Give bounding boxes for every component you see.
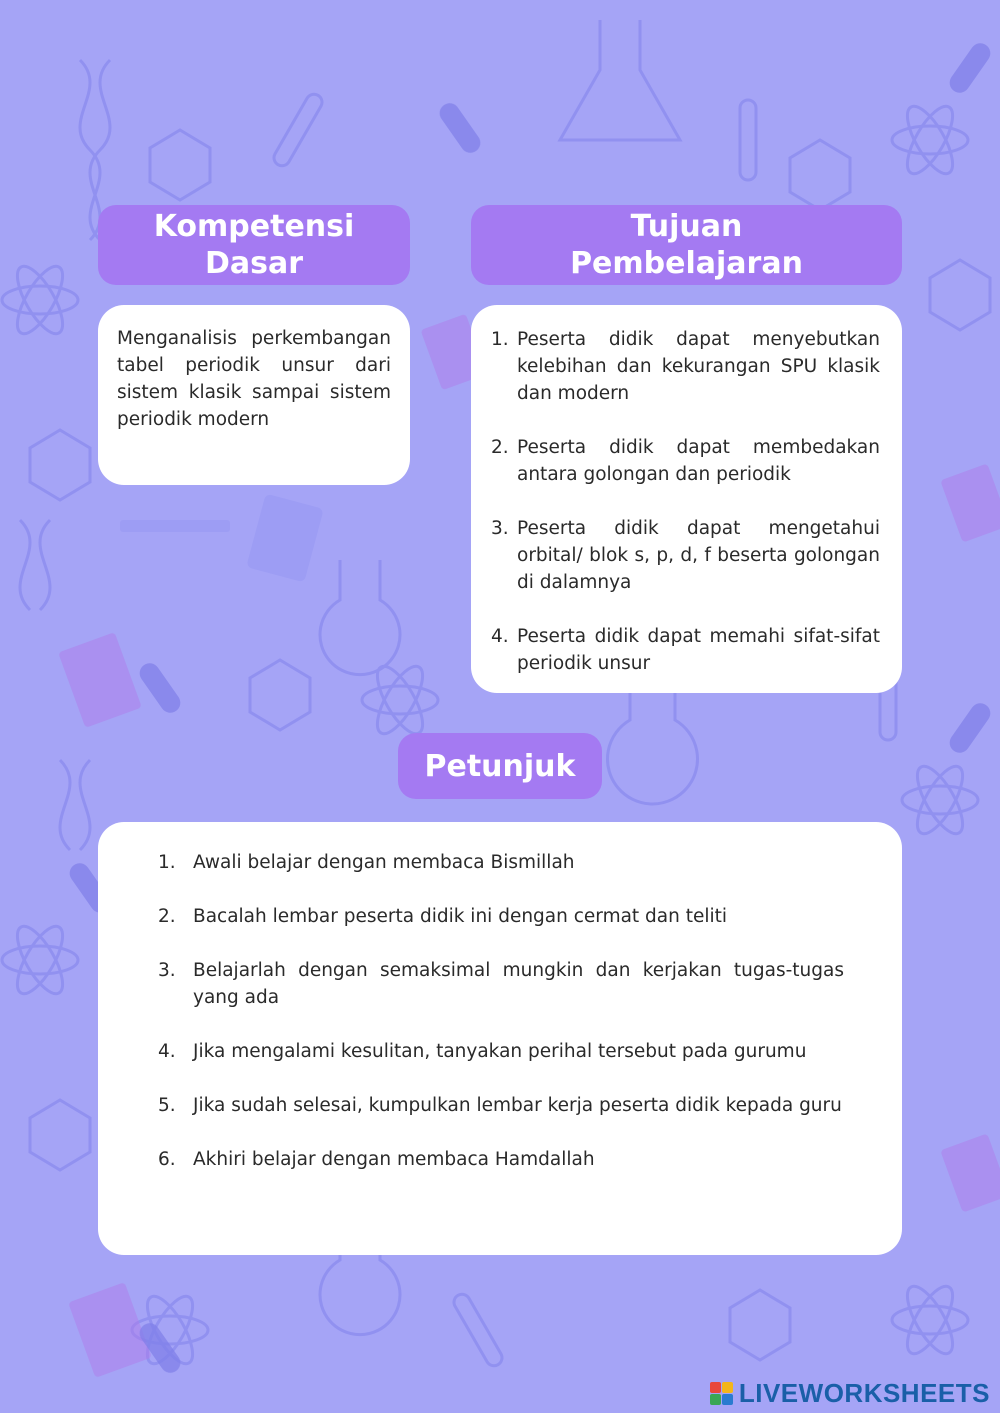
petunjuk-title-text: Petunjuk <box>424 748 576 784</box>
list-number: 2. <box>491 437 509 458</box>
liveworksheets-brand[interactable] <box>710 1376 990 1410</box>
list-item <box>158 1038 844 1065</box>
list-item <box>158 849 844 876</box>
kompetensi-dasar-title-text: Kompetensi Dasar <box>153 209 355 281</box>
book-icon <box>68 1282 152 1378</box>
atom-icon <box>892 100 968 180</box>
list-text: Bacalah lembar peserta didik ini dengan cermat dan teliti <box>193 906 728 927</box>
capsule-icon <box>436 99 485 156</box>
book-icon <box>940 463 1000 542</box>
kompetensi-dasar-title <box>98 205 410 285</box>
clipboard-icon <box>246 494 324 583</box>
petunjuk-title <box>398 733 602 799</box>
list-number: 5. <box>158 1095 176 1116</box>
list-item <box>491 434 880 488</box>
list-number: 6. <box>158 1149 176 1170</box>
list-text: Awali belajar dengan membaca Bismillah <box>193 852 575 873</box>
list-number: 4. <box>158 1041 176 1062</box>
capsule-icon <box>946 699 995 756</box>
list-text: Jika mengalami kesulitan, tanyakan perihal tersebut pada gurumu <box>193 1041 807 1062</box>
dna-icon <box>20 60 110 850</box>
tujuan-pembelajaran-card <box>471 305 902 693</box>
list-text: Peserta didik dapat membedakan antara golongan dan periodik <box>517 437 880 485</box>
atom-icon <box>2 260 78 340</box>
list-item <box>491 515 880 596</box>
list-text: Akhiri belajar dengan membaca Hamdallah <box>193 1149 595 1170</box>
list-item <box>491 623 880 677</box>
book-icon <box>940 1133 1000 1212</box>
list-text: Peserta didik dapat menyebutkan kelebihan dan kekurangan SPU klasik dan modern <box>517 329 880 404</box>
list-number: 3. <box>491 518 509 539</box>
list-number: 2. <box>158 906 176 927</box>
list-item <box>158 957 844 1011</box>
list-number: 4. <box>491 626 509 647</box>
list-item <box>158 1146 844 1173</box>
list-item <box>158 1092 844 1119</box>
list-item <box>491 326 880 407</box>
book-icon <box>58 632 142 728</box>
atom-icon <box>892 1280 968 1360</box>
liveworksheets-logo-icon <box>710 1382 733 1405</box>
list-item <box>158 903 844 930</box>
capsule-icon <box>946 39 995 96</box>
list-text: Peserta didik dapat mengetahui orbital/ blok s, p, d, f beserta golongan di dalamnya <box>517 518 880 593</box>
list-text: Peserta didik dapat memahi sifat-sifat periodik unsur <box>517 626 880 674</box>
tube-rack-icon <box>120 520 230 532</box>
atom-icon <box>902 760 978 840</box>
list-number: 3. <box>158 960 176 981</box>
list-text: Jika sudah selesai, kumpulkan lembar kerja peserta didik kepada guru <box>193 1095 842 1116</box>
list-number: 1. <box>491 329 509 350</box>
tujuan-pembelajaran-title <box>471 205 902 285</box>
list-text: Belajarlah dengan semaksimal mungkin dan kerjakan tugas-tugas yang ada <box>193 960 844 1008</box>
liveworksheets-brand-text: LIVEWORKSHEETS <box>738 1377 990 1408</box>
list-number: 1. <box>158 852 176 873</box>
tujuan-pembelajaran-title-text: Tujuan Pembelajaran <box>570 209 803 281</box>
kompetensi-dasar-card <box>98 305 410 485</box>
capsule-icon <box>136 659 185 716</box>
atom-icon <box>2 920 78 1000</box>
petunjuk-card <box>98 822 902 1255</box>
kompetensi-dasar-text: Menganalisis perkembangan tabel periodik unsur dari sistem klasik sampai sistem periodik modern <box>117 328 391 430</box>
